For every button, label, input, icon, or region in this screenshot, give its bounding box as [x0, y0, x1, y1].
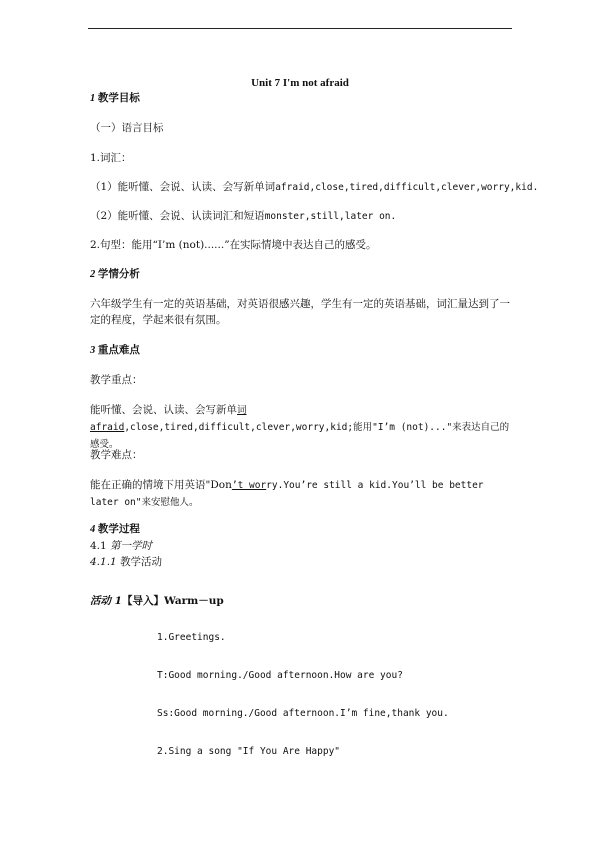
section-number: 4: [90, 524, 96, 535]
subsection-number: 4.1: [90, 540, 107, 552]
vocab-item-1-words: afraid,close,tired,difficult,clever,worry,kid.: [275, 182, 539, 193]
section-heading-1: [90, 92, 140, 106]
section-label: 教学目标: [97, 93, 140, 104]
activity-step: 1.Greetings.: [157, 632, 226, 643]
activity-prefix: 活动 1: [90, 595, 122, 607]
vocab-item-2-words: monster,still,later on.: [264, 211, 397, 222]
subsection-number: 4.1.1: [90, 556, 117, 568]
key-points-text-c: ,close,tired,difficult,clever,worry,kid;能用"I’m (not)..."来表达自己的感受。: [90, 422, 510, 450]
vocab-item-2-prefix: （2）能听懂、会说、认读词汇和短语: [90, 210, 265, 222]
section-heading-2: [90, 268, 140, 282]
key-points-text-a: 能听懂、会说、认读、会写新单: [90, 404, 237, 416]
subsection-4-1: [90, 539, 152, 553]
activity-step: 2.Sing a song "If You Are Happy": [157, 746, 341, 757]
difficulty-text-c: ry.You’re still a kid.You’ll be better later on"来安慰他人。: [90, 480, 484, 508]
activity-1-heading: [90, 594, 224, 608]
section-label: 学情分析: [97, 269, 140, 280]
difficulty-underlined: ’t wor: [231, 480, 267, 491]
section-number: 2: [90, 269, 96, 280]
section-number: 1: [90, 93, 96, 104]
activity-step: Ss:Good morning./Good afternoon.I’m fine,thank you.: [157, 708, 449, 719]
vocab-heading: 1.词汇：: [90, 152, 132, 164]
difficulty-heading: 教学难点：: [90, 449, 143, 461]
section-label: 教学过程: [97, 524, 140, 535]
key-points-underlined: 词 afraid: [90, 405, 247, 433]
difficulty-text-a: 能在正确的情境下用英语"Don: [90, 479, 232, 491]
analysis-paragraph: 六年级学生有一定的英语基础，对英语很感兴趣，学生有一定的英语基础，词汇量达到了一定的程度，学起来很有氛围。: [90, 298, 510, 326]
page-title: Unit 7 I'm not afraid: [251, 77, 349, 89]
section-label: 重点难点: [97, 345, 140, 356]
activity-label: 【导入】Warm－up: [121, 595, 224, 607]
vocab-item-2: [90, 209, 396, 224]
difficulty-paragraph: [90, 477, 515, 511]
section-number: 3: [90, 345, 96, 356]
section-heading-4: [90, 523, 140, 537]
vocab-item-1: [90, 180, 538, 195]
activity-step: T:Good morning./Good afternoon.How are you?: [157, 670, 403, 681]
vocab-item-1-prefix: （1）能听懂、会说、认读、会写新单词: [90, 181, 276, 193]
sentence-pattern-line: 2.句型：能用“I’m (not)......”在实际情境中表达自己的感受。: [90, 239, 377, 251]
key-points-heading: 教学重点：: [90, 374, 143, 386]
key-points-paragraph: [90, 402, 515, 453]
header-rule: [88, 28, 512, 29]
subsection-label: 第一学时: [110, 540, 153, 552]
section-heading-3: [90, 344, 140, 358]
subsection-label: 教学活动: [120, 556, 163, 568]
subsection-4-1-1: [90, 555, 162, 569]
subheading-language-goals: （一）语言目标: [90, 122, 164, 134]
